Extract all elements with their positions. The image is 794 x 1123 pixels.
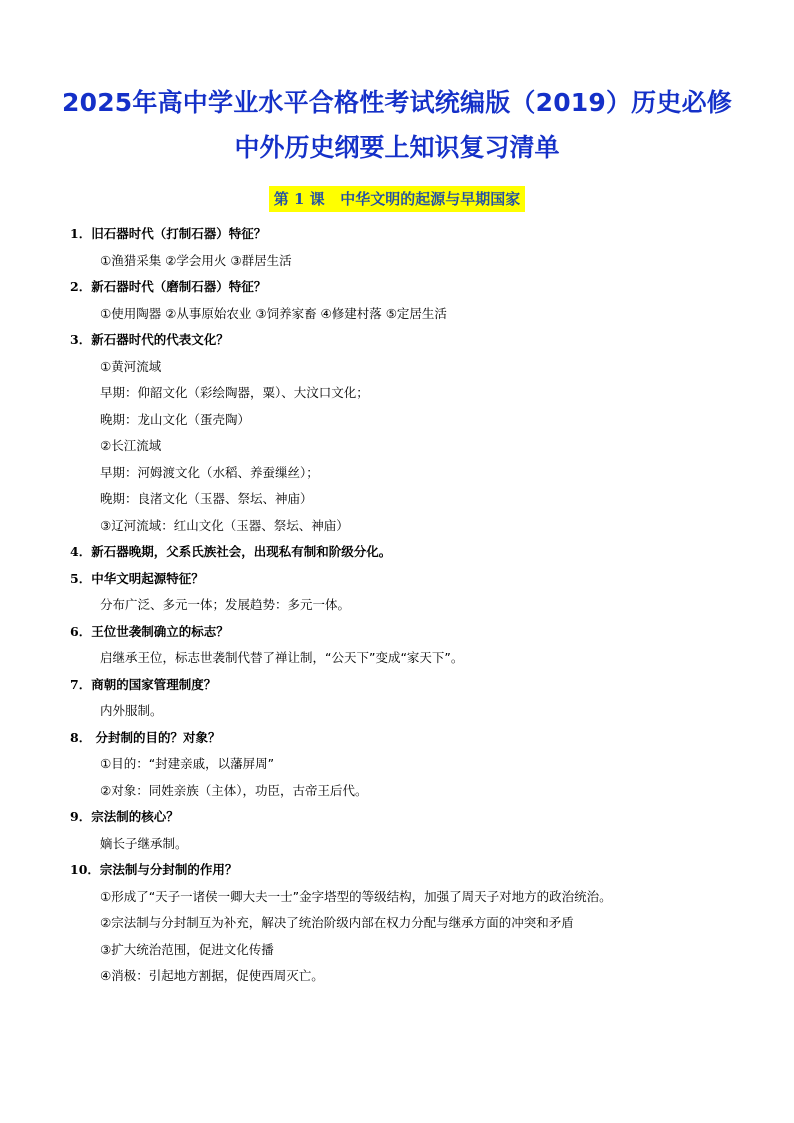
question-line: 10．宗法制与分封制的作用？ <box>70 862 238 877</box>
review-list <box>70 221 770 990</box>
answer-line: 内外服制。 <box>100 703 163 718</box>
answer-line: ①使用陶器 ②从事原始农业 ③饲养家畜 ④修建村落 ⑤定居生活 <box>100 305 447 321</box>
answer-line: ①形成了“天子一诸侯一卿大夫一士”金字塔型的等级结构，加强了周天子对地方的政治统治。 <box>100 888 612 904</box>
question-line: 1．旧石器时代（打制石器）特征？ <box>70 226 267 241</box>
document-subtitle: 中外历史纲要上知识复习清单 <box>234 133 560 162</box>
answer-line: 分布广泛、多元一体；发展趋势：多元一体。 <box>100 597 351 612</box>
answer-line: 早期：仰韶文化（彩绘陶器，粟）、大汶口文化； <box>100 385 369 400</box>
answer-line: ③扩大统治范围，促进文化传播 <box>100 941 274 957</box>
document-title: 2025年高中学业水平合格性考试统编版（2019）历史必修 <box>62 88 732 117</box>
answer-line: 嫡长子继承制。 <box>100 835 188 851</box>
question-line: 4．新石器晚期，父系氏族社会，出现私有制和阶级分化。 <box>70 544 392 559</box>
answer-line: ②对象：同姓亲族（主体），功臣，古帝王后代。 <box>100 782 368 798</box>
question-line: 7．商朝的国家管理制度？ <box>70 676 217 692</box>
question-line: 2．新石器时代（磨制石器）特征？ <box>70 279 267 294</box>
lesson-heading-wrap <box>0 186 794 212</box>
answer-line: 晚期：良渚文化（玉器、祭坛、神庙） <box>100 491 313 506</box>
answer-line: 启继承王位，标志世袭制代替了禅让制，“公天下”变成“家天下”。 <box>100 650 464 665</box>
lesson-heading: 第 1 课 中华文明的起源与早期国家 <box>269 186 526 212</box>
answer-line: 早期：河姆渡文化（水稻、养蚕缫丝）； <box>100 464 319 480</box>
question-line: 9．宗法制的核心？ <box>70 809 179 824</box>
answer-line: ②宗法制与分封制互为补充，解决了统治阶级内部在权力分配与继承方面的冲突和矛盾 <box>100 915 574 930</box>
answer-line: ②长江流域 <box>100 438 162 453</box>
question-line: 3．新石器时代的代表文化？ <box>70 332 229 347</box>
answer-line: 晚期：龙山文化（蛋壳陶） <box>100 411 251 427</box>
answer-line: ①渔猎采集 ②学会用火 ③群居生活 <box>100 252 292 268</box>
answer-line: ①目的：“封建亲戚，以藩屏周” <box>100 756 275 771</box>
answer-line: ④消极：引起地方割据，促使西周灭亡。 <box>100 968 324 983</box>
question-line: 6．王位世袭制确立的标志？ <box>70 623 229 639</box>
answer-line: ③辽河流域：红山文化（玉器、祭坛、神庙） <box>100 517 349 533</box>
answer-line: ①黄河流域 <box>100 358 162 374</box>
question-line: 8． 分封制的目的？对象？ <box>70 729 221 745</box>
question-line: 5．中华文明起源特征？ <box>70 570 204 586</box>
